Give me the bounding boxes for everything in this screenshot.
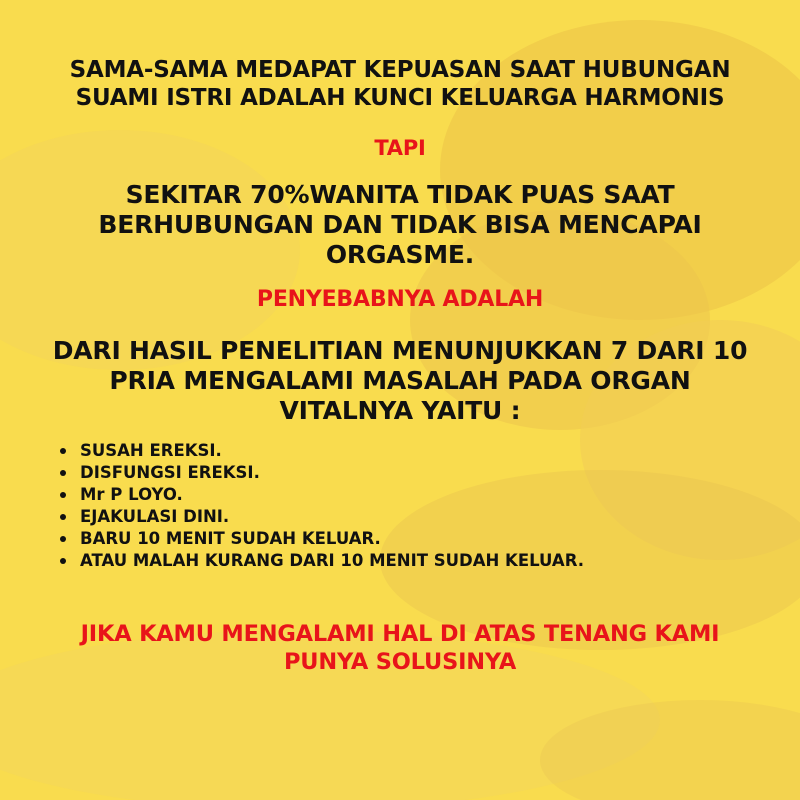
closing-call-to-action: JIKA KAMU MENGALAMI HAL DI ATAS TENANG KAMI PUNYA SOLUSINYA (80, 621, 720, 675)
list-item: SUSAH EREKSI. (58, 440, 584, 462)
headline: SAMA-SAMA MEDAPAT KEPUASAN SAAT HUBUNGAN SUAMI ISTRI ADALAH KUNCI KELUARGA HARMONIS (69, 57, 731, 111)
list-item: ATAU MALAH KURANG DARI 10 MENIT SUDAH KELUAR. (58, 550, 584, 572)
connector-text: TAPI (374, 136, 426, 160)
research-statement: DARI HASIL PENELITIAN MENUNJUKKAN 7 DARI 10 PRIA MENGALAMI MASALAH PADA ORGAN VITALNYA YAITU : (52, 336, 748, 425)
list-item: DISFUNGSI EREKSI. (58, 462, 584, 484)
cause-heading: PENYEBABNYA ADALAH (256, 287, 544, 312)
list-item: EJAKULASI DINI. (58, 506, 584, 528)
statistic-statement: SEKITAR 70%WANITA TIDAK PUAS SAAT BERHUBUNGAN DAN TIDAK BISA MENCAPAI ORGASME. (98, 180, 702, 269)
list-item: BARU 10 MENIT SUDAH KELUAR. (58, 528, 584, 550)
problem-list (58, 440, 584, 572)
list-item: Mr P LOYO. (58, 484, 584, 506)
